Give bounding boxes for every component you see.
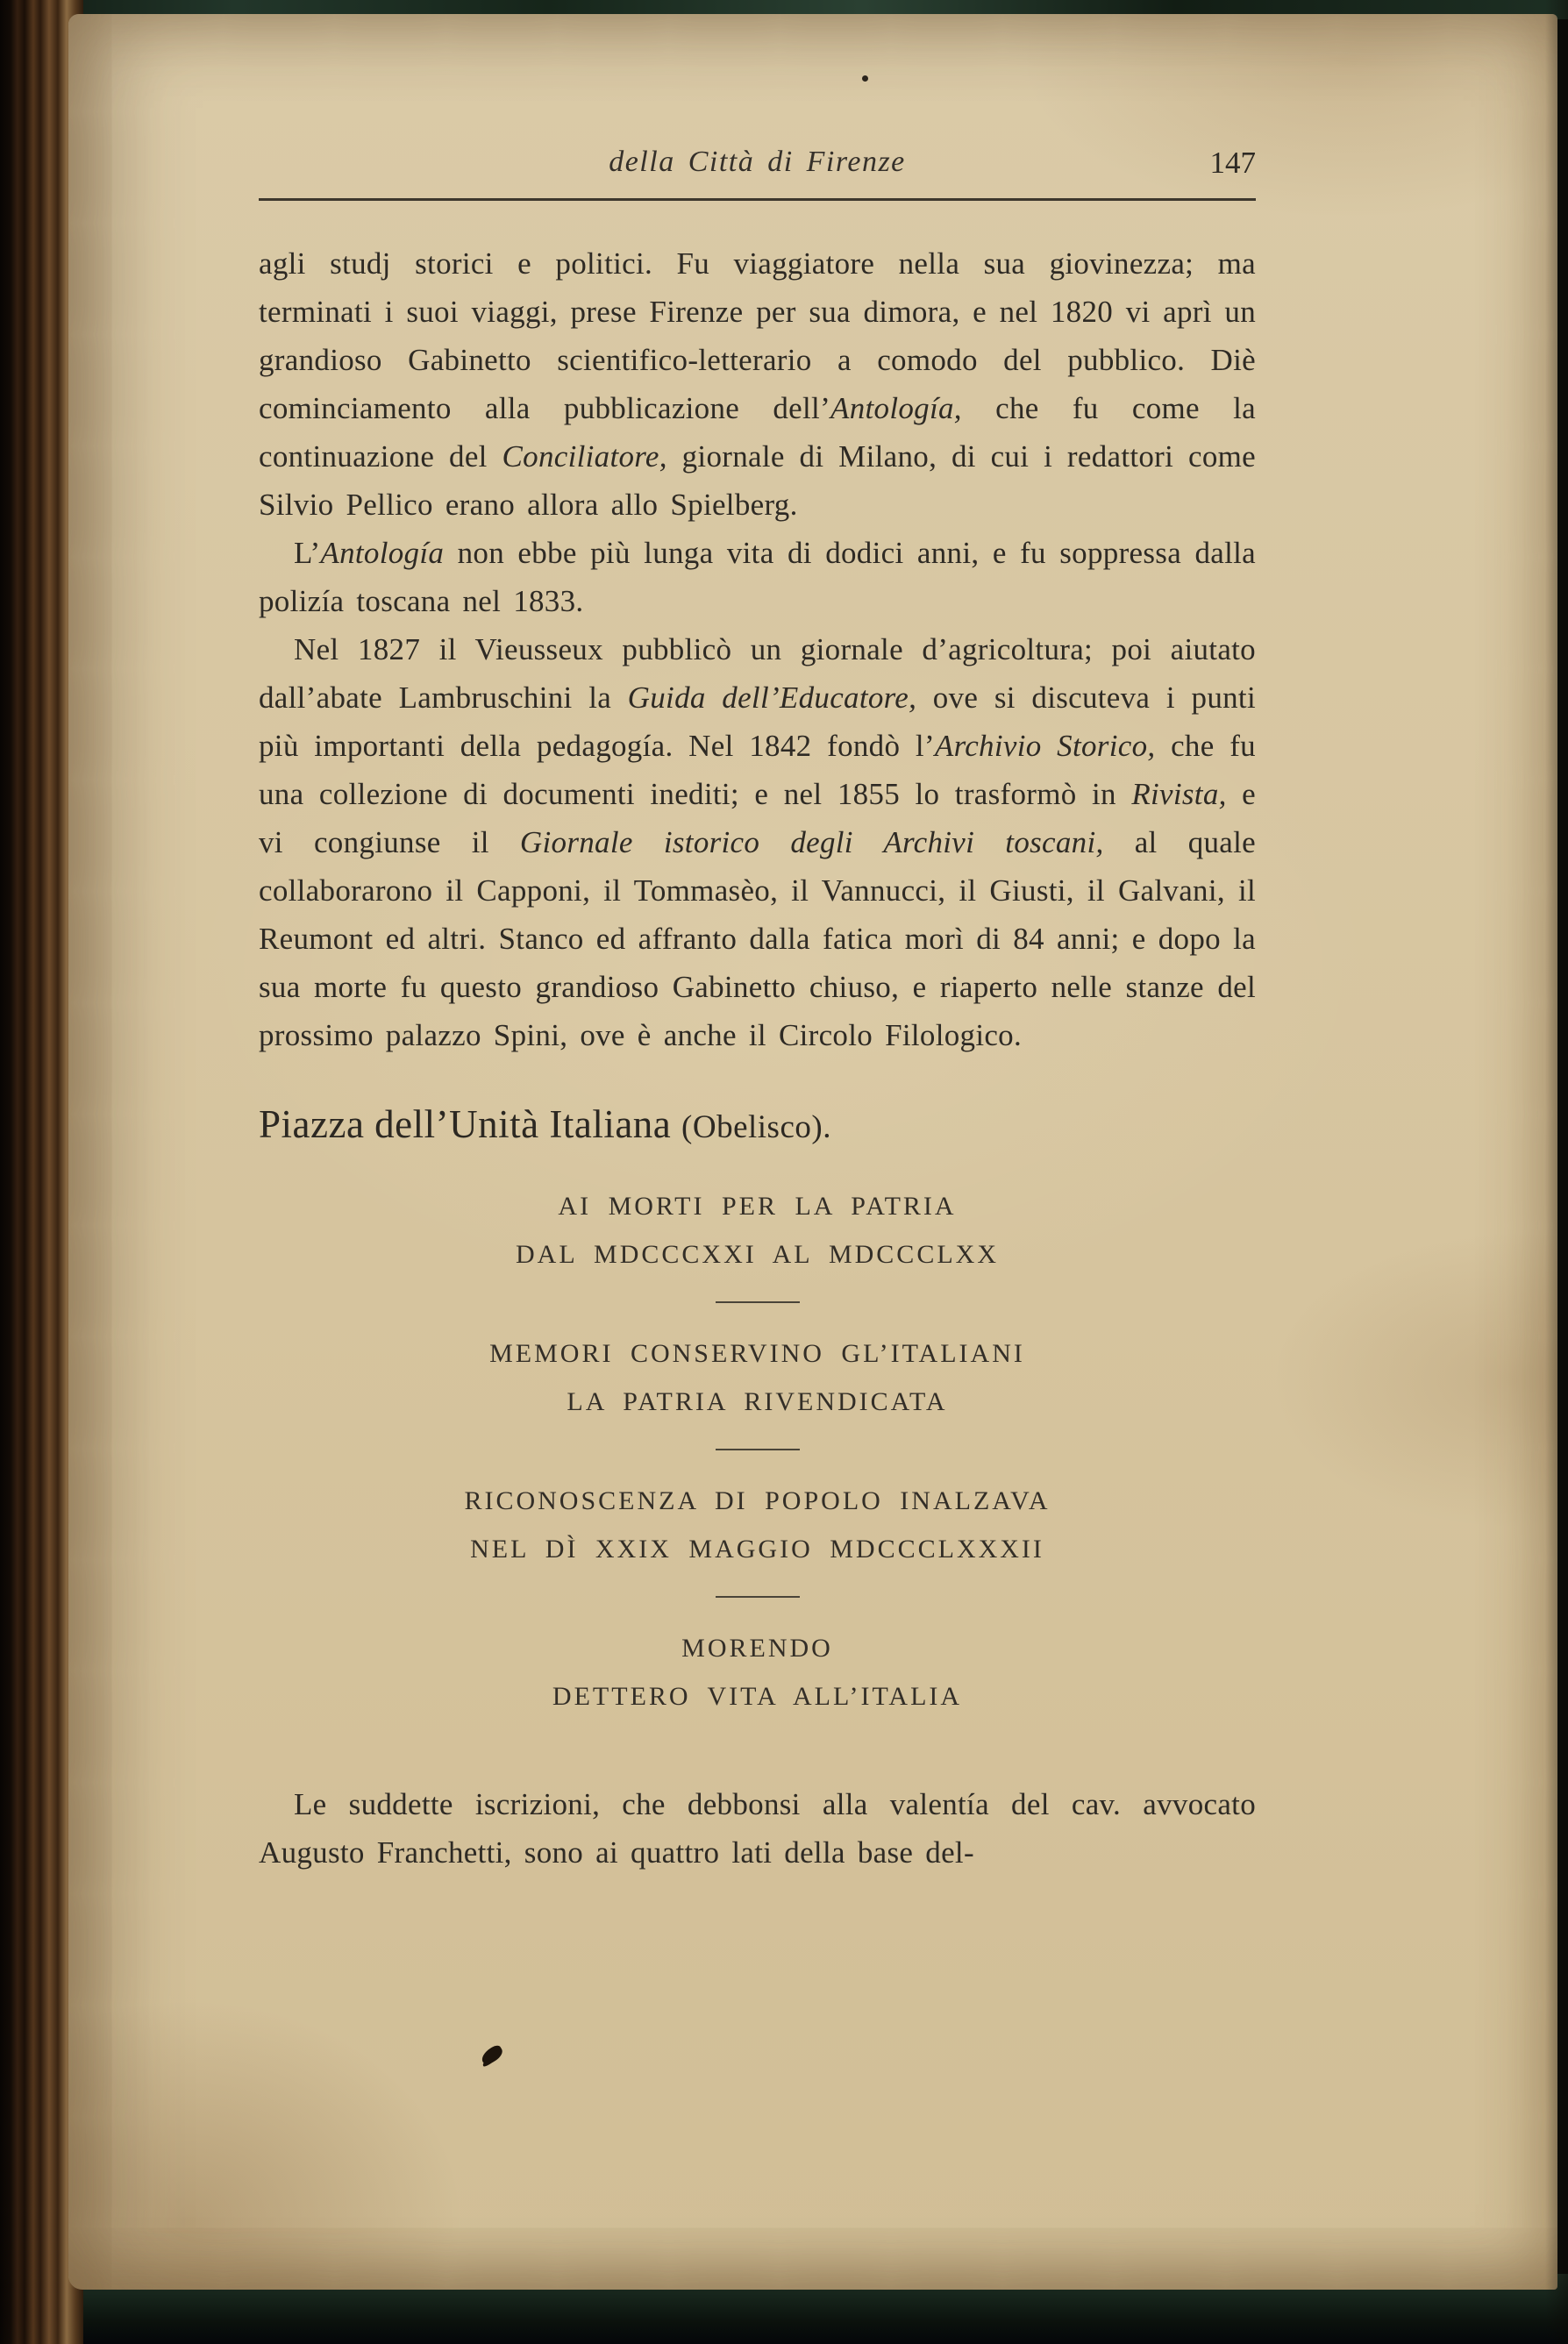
inscription-line: MEMORI CONSERVINO GL’ITALIANI [489, 1339, 1025, 1368]
paragraph [259, 625, 1256, 1059]
inscription-divider [716, 1449, 800, 1450]
inscription-line: NEL DÌ XXIX MAGGIO MDCCCLXXXII [470, 1535, 1044, 1564]
inscription-line: LA PATRIA RIVENDICATA [567, 1387, 948, 1416]
italic-text: Antología, [830, 391, 962, 425]
text-run: Le suddette iscrizioni, che debbonsi alla valentía del cav. avvocato Augusto Franchetti, sono ai quattro lati della base del- [259, 1787, 1256, 1870]
text-run: Nel 1827 il Vieusseux pubblicò un giornale d’agricoltura; poi aiutato dall’abate Lambruschini la [259, 632, 1256, 715]
inscription-block [259, 1329, 1256, 1426]
italic-text: Giornale istorico degli Archivi toscani, [519, 825, 1104, 859]
text-run: ove si discuteva i punti più importanti della pedagogía. Nel 1842 fondò l’ [259, 680, 1256, 763]
text-run: giornale di Milano, di cui i redattori come Silvio Pellico erano allora allo Spielberg. [259, 439, 1256, 522]
text-column [259, 146, 1256, 1877]
text-run: non ebbe più lunga vita di dodici anni, e fu soppressa dalla polizía toscana nel 1833. [259, 536, 1256, 618]
text-run: e vi congiunse il [259, 777, 1256, 859]
page-number: 147 [1209, 146, 1256, 180]
header-rule [259, 198, 1256, 201]
inscription-line: DAL MDCCCXXI AL MDCCCLXX [516, 1240, 999, 1269]
text-run: L’ [294, 536, 321, 570]
paragraph [259, 1780, 1256, 1877]
inscription-line: RICONOSCENZA DI POPOLO INALZAVA [464, 1486, 1051, 1515]
paragraph [259, 239, 1256, 529]
book-page [68, 14, 1557, 2290]
paper-speck [862, 75, 868, 82]
inscription-line: AI MORTI PER LA PATRIA [558, 1192, 957, 1221]
section-heading-subtext: (Obelisco). [681, 1109, 831, 1145]
paragraph [259, 529, 1256, 625]
italic-text: Guida dell’Educatore, [627, 680, 917, 715]
inscription-block [259, 1477, 1256, 1573]
italic-text: Rivista, [1131, 777, 1227, 811]
inscription-divider [716, 1596, 800, 1598]
inscription-line: MORENDO [681, 1634, 833, 1663]
inscription-block [259, 1624, 1256, 1721]
page-header [259, 146, 1256, 191]
inscriptions [259, 1182, 1256, 1721]
running-title: della Città di Firenze [609, 146, 906, 178]
body-text [259, 239, 1256, 1059]
italic-text: Archivio Storico, [934, 729, 1156, 763]
inscription-divider [716, 1301, 800, 1303]
text-run: al quale collaborarono il Capponi, il Tommasèo, il Vannucci, il Giusti, il Galvani, il Reumont ed altri. Stanco ed affranto dalla fatica morì di 84 anni; e dopo la sua morte fu questo grandioso Gabinetto chiuso, e riaperto nelle stanze del prossimo palazzo Spini, ove è anche il Circolo Filologico. [259, 825, 1256, 1052]
inscription-line: DETTERO VITA ALL’ITALIA [552, 1682, 963, 1711]
ink-smudge [479, 2043, 505, 2066]
text-run: agli studj storici e politici. Fu viaggiatore nella sua giovinezza; ma terminati i suoi viaggi, prese Firenze per sua dimora, e nel 1820 vi aprì un grandioso Gabinetto scientifico-letterario a comodo del pubblico. Diè cominciamento alla pubblicazione dell’ [259, 246, 1256, 425]
text-run: che fu una collezione di documenti inediti; e nel 1855 lo trasformò in [259, 729, 1256, 811]
text-run: che fu come la continuazione del [259, 391, 1256, 474]
section-heading [259, 1101, 1256, 1147]
italic-text: Conciliatore, [502, 439, 667, 474]
italic-text: Antología [320, 536, 445, 570]
section-heading-text: Piazza dell’Unità Italiana [259, 1102, 672, 1146]
inscription-block [259, 1182, 1256, 1279]
closing-paragraph [259, 1780, 1256, 1877]
